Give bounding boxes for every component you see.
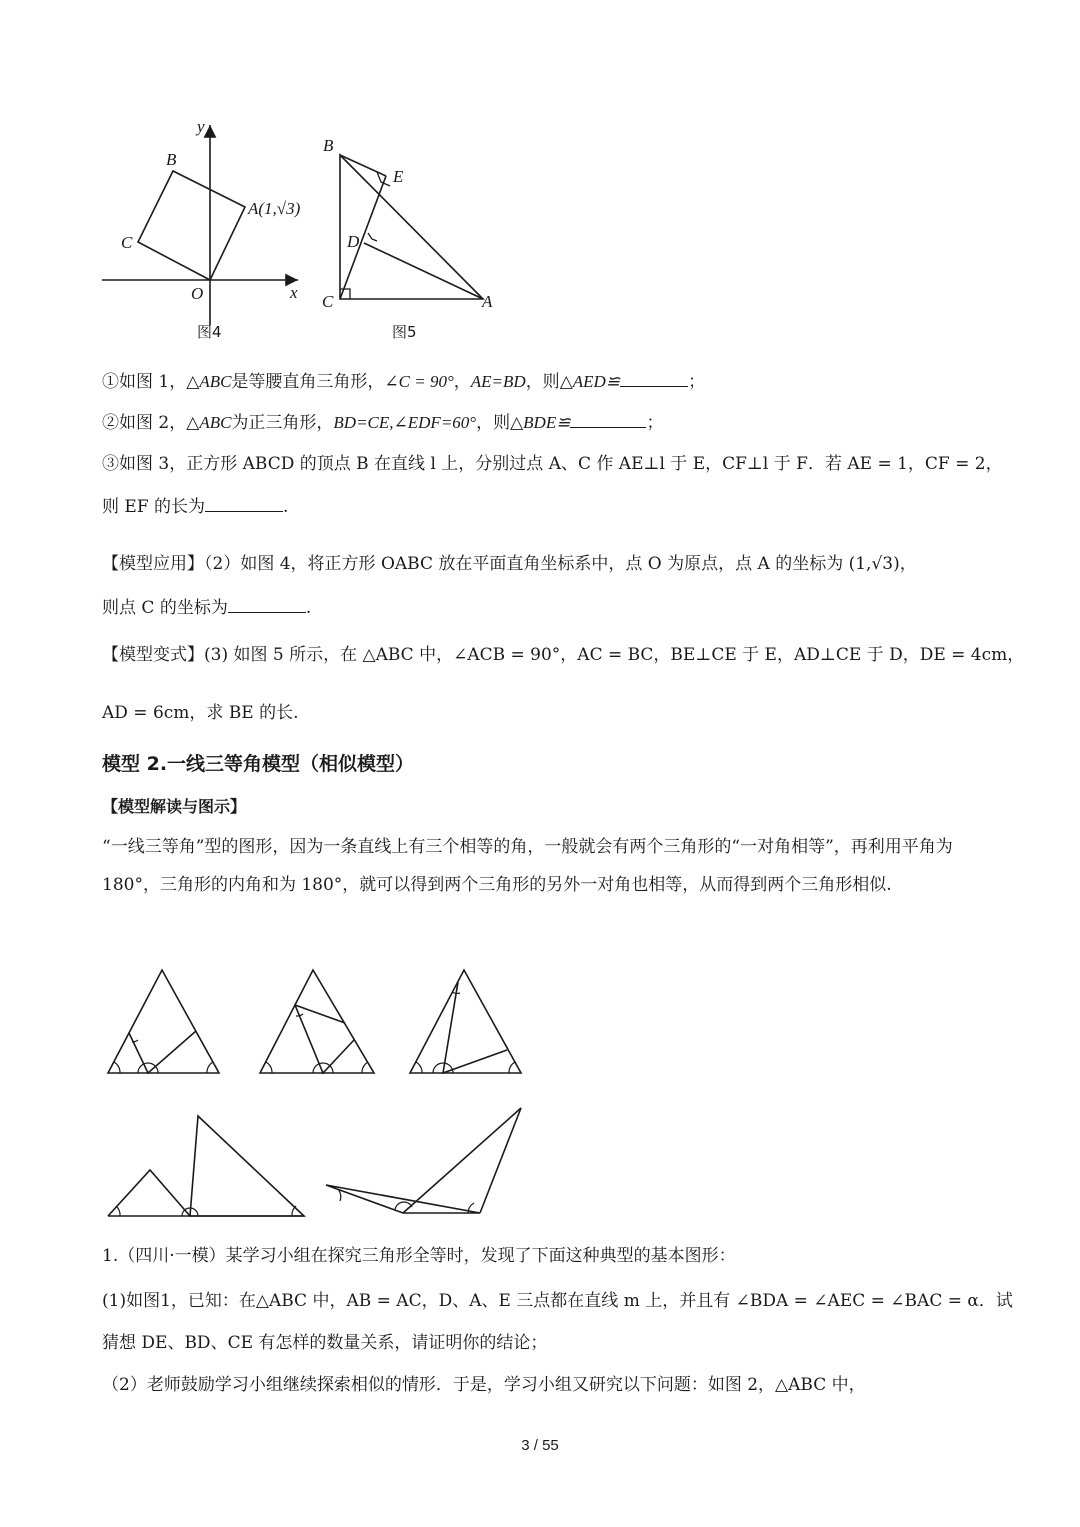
example-1-line1: 1.（四川·一模）某学习小组在探究三角形全等时，发现了下面这种典型的基本图形：	[102, 1246, 736, 1266]
question-3-line1: ③如图 3，正方形 ABCD 的顶点 B 在直线 l 上，分别过点 A、C 作 AE⊥l 于 E，CF⊥l 于 F．若 AE = 1，CF = 2，	[102, 454, 1003, 474]
question-1: ①如图 1，△ABC是等腰直角三角形，∠C = 90°，AE=BD，则△AED≌ ；	[102, 372, 706, 392]
three-angle-figures-row2	[100, 1100, 540, 1222]
triangle-abc	[340, 155, 483, 299]
model-explanation: “一线三等角”型的图形，因为一条直线上有三个相等的角，一般就会有两个三角形的“一对角相等”，再利用平角为 180°，三角形的内角和为 180°，就可以得到两个三角形的另外一对角也相等，从而得到两个三角形相似.	[102, 837, 953, 895]
e-label: E	[393, 167, 404, 186]
example-1-line4: （2）老师鼓励学习小组继续探索相似的情形．于是，学习小组又研究以下问题：如图 2，△ABC 中，	[102, 1375, 866, 1395]
model-variation-line2: AD = 6cm，求 BE 的长.	[102, 703, 299, 723]
figure-5-caption: 图5	[392, 323, 417, 341]
a-label: A(1,√3)	[248, 199, 301, 218]
line-be	[340, 155, 386, 176]
triangle-3-inner	[443, 982, 507, 1073]
answer-blank[interactable]	[228, 598, 306, 613]
model-application-line2: 则点 C 的坐标为 .	[102, 598, 312, 618]
triangle-1	[108, 970, 219, 1073]
a-label: A	[482, 292, 493, 311]
example-1-line3: 猜想 DE、BD、CE 有怎样的数量关系，请证明你的结论；	[102, 1333, 548, 1353]
page-number: 3 / 55	[521, 1437, 559, 1454]
triangle-1-inner	[129, 1031, 196, 1073]
answer-blank[interactable]	[205, 497, 283, 512]
question-2: ②如图 2，△ABC为正三角形，BD=CE,∠EDF=60°，则△BDE≌ ；	[102, 413, 664, 433]
c-label: C	[121, 233, 133, 252]
b-label: B	[323, 136, 334, 155]
figure-4	[100, 115, 320, 345]
example-1-line2: (1)如图1，已知：在△ABC 中，AB = AC，D、A、E 三点都在直线 m 上，并且有 ∠BDA = ∠AEC = ∠BAC = α．试	[102, 1291, 1013, 1311]
b-label: B	[166, 150, 177, 169]
left-large-triangle	[190, 1116, 304, 1216]
y-label: y	[197, 117, 205, 136]
section-heading: 模型 2.一线三等角模型（相似模型）	[102, 753, 415, 775]
answer-blank[interactable]	[570, 413, 646, 428]
d-label: D	[347, 232, 360, 251]
right-triangle-pair	[326, 1185, 480, 1213]
c-label: C	[322, 292, 334, 311]
model-variation: 【模型变式】(3) 如图 5 所示，在 △ABC 中，∠ACB = 90°，AC = BC，BE⊥CE 于 E，AD⊥CE 于 D，DE = 4cm，	[102, 645, 1025, 665]
right-angle-d	[368, 233, 377, 241]
triangle-3	[410, 970, 521, 1073]
question-3-line2: 则 EF 的长为 .	[102, 497, 289, 517]
section-subheading: 【模型解读与图示】	[102, 797, 247, 816]
figure-5	[318, 133, 508, 345]
three-angle-figures-row1	[100, 960, 540, 1082]
o-label: O	[191, 284, 204, 303]
left-small-triangle	[108, 1170, 190, 1216]
line-ad	[364, 243, 483, 299]
answer-blank[interactable]	[620, 372, 688, 387]
figure-4-caption: 图4	[197, 323, 222, 341]
x-label: x	[290, 283, 298, 302]
model-application: 【模型应用】（2）如图 4，将正方形 OABC 放在平面直角坐标系中，点 O 为原点，点 A 的坐标为 (1,√3)，	[102, 554, 917, 574]
square-oabc	[138, 171, 245, 280]
